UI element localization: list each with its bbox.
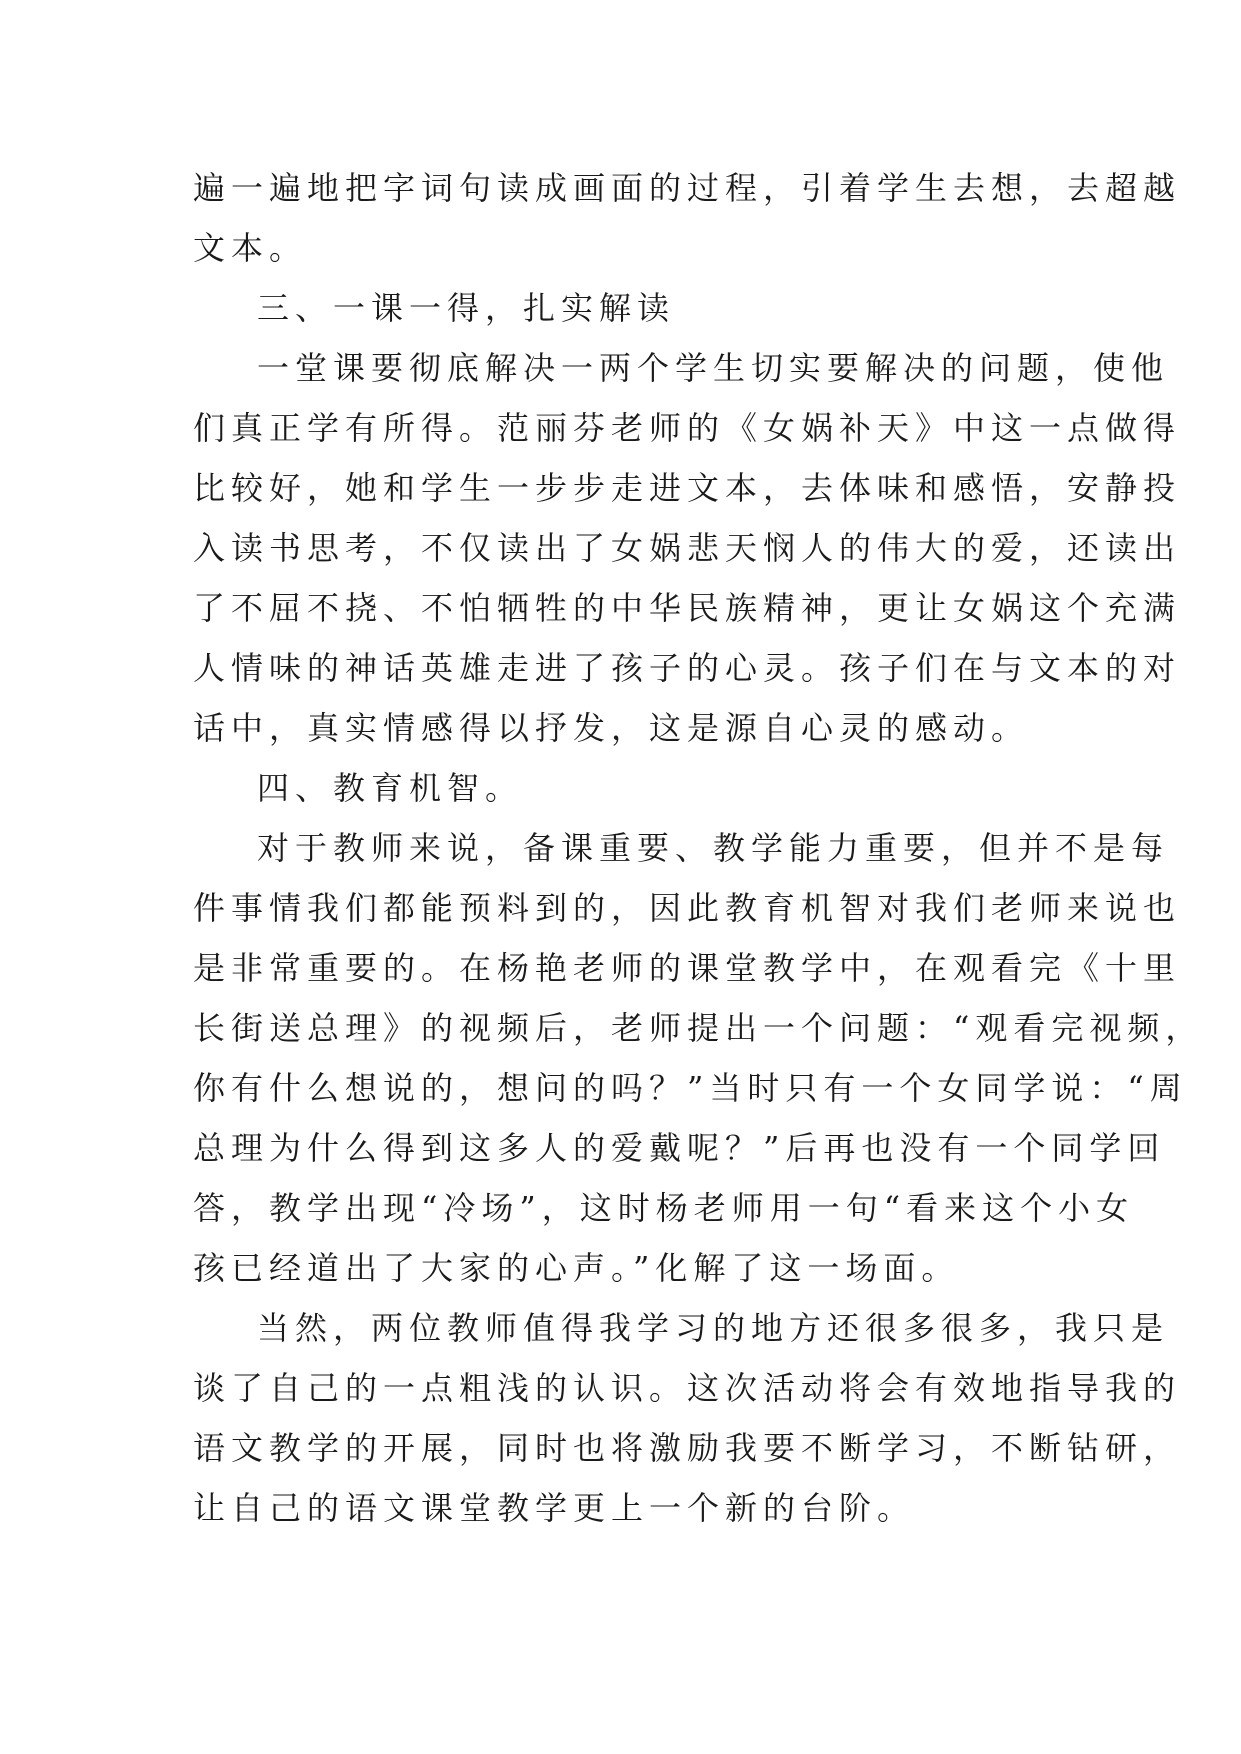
text-line: 遍一遍地把字词句读成画面的过程，引着学生去想，去超越 [193,169,1182,207]
text-line: 语文教学的开展，同时也将激励我要不断学习，不断钻研， [193,1429,1182,1467]
section-heading: 三、一课一得，扎实解读 [257,289,676,327]
text-line: 是非常重要的。在杨艳老师的课堂教学中，在观看完《十里 [193,949,1182,987]
text-line: 长街送总理》的视频后，老师提出一个问题：“观看完视频， [193,1009,1204,1047]
text-line: 谈了自己的一点粗浅的认识。这次活动将会有效地指导我的 [193,1369,1182,1407]
text-line: 话中，真实情感得以抒发，这是源自心灵的感动。 [193,709,1030,747]
text-line: 文本。 [193,229,308,267]
text-line: 让自己的语文课堂教学更上一个新的台阶。 [193,1489,916,1527]
text-line: 答，教学出现“冷场”，这时杨老师用一句“看来这个小女 [193,1189,1135,1227]
section-heading: 四、教育机智。 [257,769,524,807]
text-line: 一堂课要彻底解决一两个学生切实要解决的问题，使他 [257,349,1170,387]
text-line: 对于教师来说，备课重要、教学能力重要，但并不是每 [257,829,1170,867]
text-line: 比较好，她和学生一步步走进文本，去体味和感悟，安静投 [193,469,1182,507]
text-line: 了不屈不挠、不怕牺牲的中华民族精神，更让女娲这个充满 [193,589,1182,627]
text-line: 件事情我们都能预料到的，因此教育机智对我们老师来说也 [193,889,1182,927]
text-line: 总理为什么得到这多人的爱戴呢？”后再也没有一个同学回 [193,1129,1166,1167]
document-page [193,158,1204,1538]
text-line: 入读书思考，不仅读出了女娲悲天悯人的伟大的爱，还读出 [193,529,1182,567]
text-line: 人情味的神话英雄走进了孩子的心灵。孩子们在与文本的对 [193,649,1182,687]
text-line: 孩已经道出了大家的心声。”化解了这一场面。 [193,1249,960,1287]
text-line: 你有什么想说的，想问的吗？”当时只有一个女同学说：“周 [193,1069,1188,1107]
text-line: 当然，两位教师值得我学习的地方还很多很多，我只是 [257,1309,1170,1347]
text-line: 们真正学有所得。范丽芬老师的《女娲补天》中这一点做得 [193,409,1182,447]
